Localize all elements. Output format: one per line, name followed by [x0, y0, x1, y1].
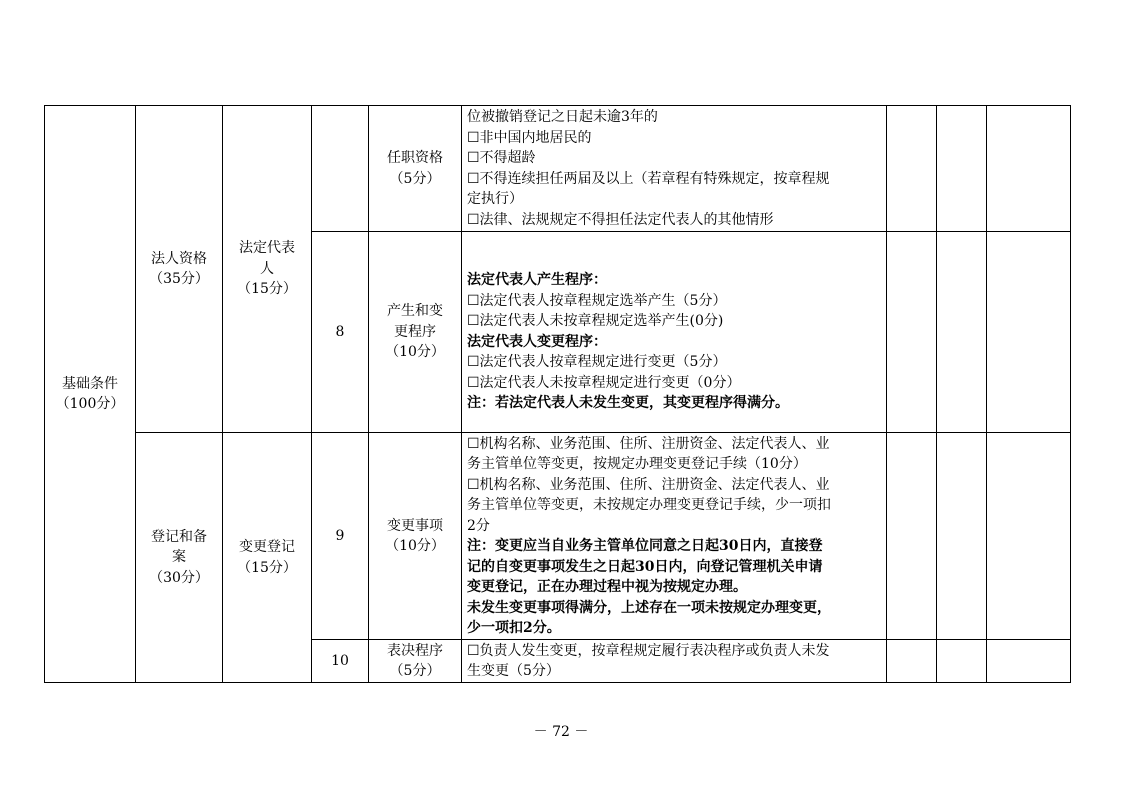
- category-cell: 基础条件 （100分）: [45, 106, 136, 683]
- content-cell: ☐负责人发生变更，按章程规定履行表决程序或负责人未发 生变更（5分）: [462, 640, 887, 683]
- item-legal-rep-cell: 法定代表 人 （15分）: [223, 106, 312, 433]
- item-change-registration-cell: 变更登记 （15分）: [223, 433, 312, 683]
- content-cell: ☐机构名称、业务范围、住所、注册资金、法定代表人、业 务主管单位等变更，按规定办理变更登记手续（10分） ☐机构名称、业务范围、住所、注册资金、法定代表人、业 务主管单位等变更，未按规定办理变更登记手续，少一项扣 2分 注：变更应当自业务主管单位同意之日起30日内，直接登 记的自变更事项发生之日起30日内，向登记管理机关申请 变更登记，正在办理过程中视为按规定办理。 未发生变更事项得满分，上述存在一项未按规定办理变更， 少一项扣2分。: [462, 433, 887, 640]
- content-cell: 法定代表人产生程序： ☐法定代表人按章程规定选举产生（5分） ☐法定代表人未按章程规定选举产生(0分) 法定代表人变更程序： ☐法定代表人按章程规定进行变更（5分） ☐法定代表人未按章程规定进行变更（0分） 注：若法定代表人未发生变更，其变更程序得满分。: [462, 232, 887, 433]
- table-row: [45, 433, 1071, 640]
- row-number-cell: [312, 106, 369, 232]
- table-row: [45, 106, 1071, 232]
- criterion-cell: 产生和变 更程序 （10分）: [369, 232, 462, 433]
- score-cell: [937, 433, 987, 640]
- score-cell: [937, 106, 987, 232]
- score-cell: [937, 640, 987, 683]
- evaluation-table: [44, 105, 1071, 683]
- score-cell: [887, 640, 937, 683]
- remark-cell: [987, 433, 1071, 640]
- score-cell: [887, 232, 937, 433]
- remark-cell: [987, 106, 1071, 232]
- criterion-cell: 变更事项 （10分）: [369, 433, 462, 640]
- subcategory-register-cell: 登记和备 案 （30分）: [136, 433, 223, 683]
- row-number-cell: 8: [312, 232, 369, 433]
- remark-cell: [987, 640, 1071, 683]
- score-cell: [937, 232, 987, 433]
- row-number-cell: 10: [312, 640, 369, 683]
- criterion-cell: 任职资格 （5分）: [369, 106, 462, 232]
- content-cell: 位被撤销登记之日起未逾3年的 ☐非中国内地居民的 ☐不得超龄 ☐不得连续担任两届及以上（若章程有特殊规定，按章程规 定执行） ☐法律、法规规定不得担任法定代表人的其他情形: [462, 106, 887, 232]
- score-cell: [887, 106, 937, 232]
- score-cell: [887, 433, 937, 640]
- remark-cell: [987, 232, 1071, 433]
- row-number-cell: 9: [312, 433, 369, 640]
- subcategory-legal-cell: 法人资格 （35分）: [136, 106, 223, 433]
- criterion-cell: 表决程序 （5分）: [369, 640, 462, 683]
- page-number: － 72 －: [533, 724, 589, 740]
